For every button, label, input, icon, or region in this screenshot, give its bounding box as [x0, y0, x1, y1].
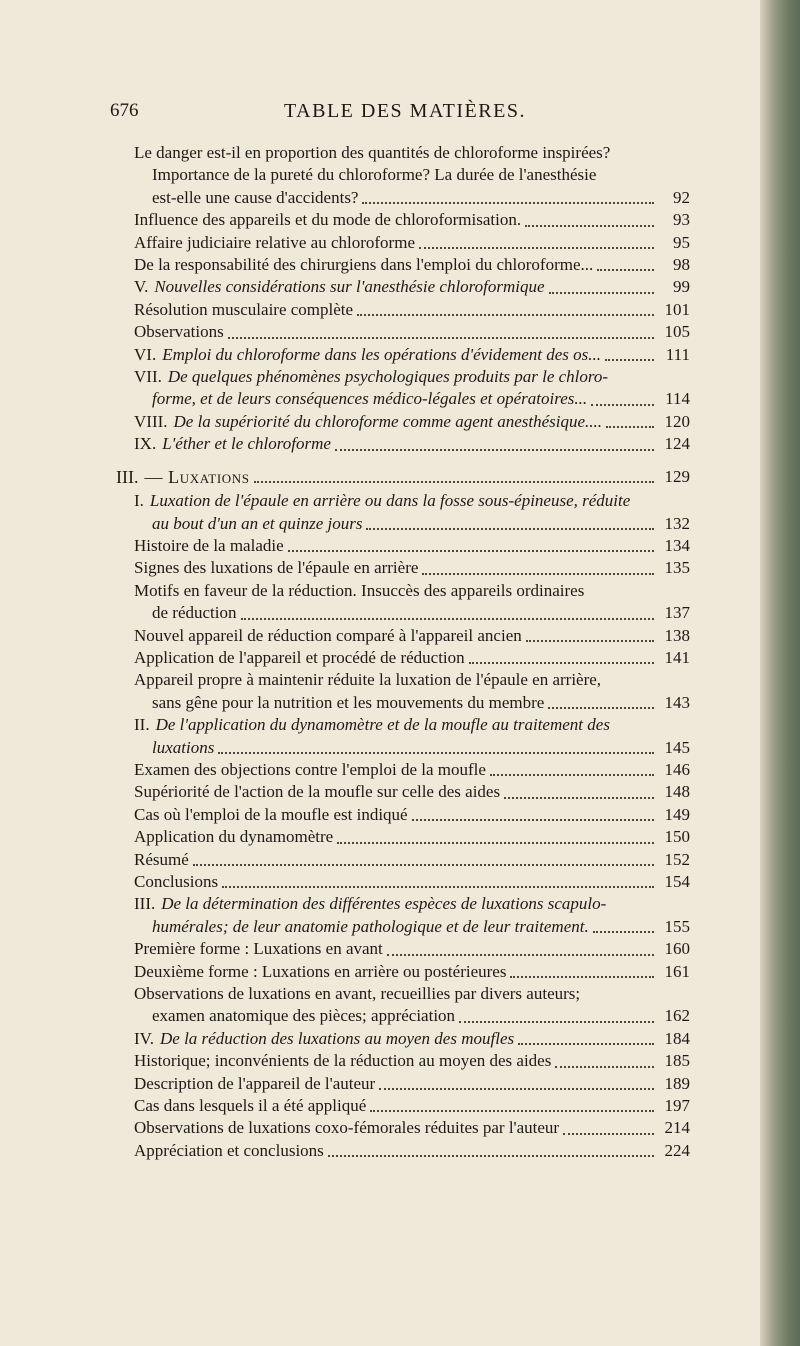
toc-entry: Histoire de la maladie 134 [134, 535, 690, 557]
toc-page: 224 [664, 1140, 690, 1160]
toc-page: 135 [664, 558, 690, 578]
toc-page: 149 [664, 804, 690, 824]
toc-entry: examen anatomique des pièces; appréciation 162 [134, 1005, 690, 1027]
toc-section: forme, et de leurs conséquences médico-légales et opératoires... 114 [134, 388, 690, 410]
toc-page: 148 [664, 782, 690, 802]
toc-page: 93 [673, 210, 690, 230]
toc-page: 154 [664, 872, 690, 891]
toc-page: 99 [673, 277, 690, 297]
toc-page: 98 [673, 255, 690, 275]
toc-page: 134 [664, 535, 690, 555]
toc-page: 214 [664, 1118, 690, 1138]
toc-page: 120 [664, 411, 690, 431]
toc-section: au bout d'un an et quinze jours 132 [134, 513, 690, 535]
book-spine-edge [760, 0, 800, 1346]
toc-line: Importance de la pureté du chloroforme? La durée de l'anesthésie [152, 165, 597, 185]
toc-entry: Signes des luxations de l'épaule en arrière 135 [134, 557, 690, 579]
toc-entry: Observations 105 [134, 321, 690, 343]
toc-entry: Application de l'appareil et procédé de réduction 141 [134, 647, 690, 669]
toc-section: VII. De quelques phénomènes psychologiques produits par le chloro- [134, 367, 609, 387]
toc-page: 185 [664, 1051, 690, 1071]
toc-page: 161 [664, 961, 690, 981]
toc-page: 124 [664, 434, 690, 454]
page-header [110, 100, 700, 130]
toc-page: 160 [664, 939, 690, 959]
toc-entry: Première forme : Luxations en avant 160 [134, 938, 690, 960]
toc-page: 101 [664, 299, 690, 319]
toc-page: 145 [664, 737, 690, 757]
toc-entry: Deuxième forme : Luxations en arrière ou postérieures 161 [134, 961, 690, 983]
toc-line: Le danger est-il en proportion des quantités de chloroforme inspirées? [134, 143, 611, 162]
running-title: TABLE DES MATIÈRES. [284, 100, 526, 122]
toc-entry: Conclusions 154 [134, 871, 690, 893]
toc-entry: De la responsabilité des chirurgiens dans l'emploi du chloroforme... 98 [134, 254, 690, 276]
toc-page: 137 [664, 603, 690, 623]
toc-section: humérales; de leur anatomie pathologique et de leur traitement. 155 [134, 916, 690, 938]
toc-section: VI. Emploi du chloroforme dans les opérations d'évidement des os... 111 [134, 344, 690, 366]
toc-section: V. Nouvelles considérations sur l'anesthésie chloroformique 99 [134, 276, 690, 298]
toc-entry: Résolution musculaire complète 101 [134, 299, 690, 321]
toc-page: 146 [664, 759, 690, 779]
toc-entry: Supériorité de l'action de la moufle sur celle des aides 148 [134, 781, 690, 803]
toc-page: 184 [664, 1028, 690, 1048]
toc-page: 105 [664, 322, 690, 342]
table-of-contents [116, 142, 690, 1162]
toc-page: 162 [664, 1006, 690, 1026]
toc-entry: Historique; inconvénients de la réduction au moyen des aides 185 [134, 1050, 690, 1072]
toc-section: VIII. De la supériorité du chloroforme comme agent anesthésique.... 120 [134, 411, 690, 433]
toc-page: 152 [664, 849, 690, 869]
toc-section: luxations 145 [134, 737, 690, 759]
toc-page: 143 [664, 692, 690, 712]
toc-entry: Application du dynamomètre 150 [134, 826, 690, 848]
toc-section: IX. L'éther et le chloroforme 124 [134, 433, 690, 455]
toc-page: 141 [664, 647, 690, 667]
toc-page: 129 [664, 466, 690, 486]
toc-section: III. De la détermination des différentes espèces de luxations scapulo- [134, 894, 607, 914]
toc-page: 197 [664, 1096, 690, 1116]
toc-entry: Nouvel appareil de réduction comparé à l'appareil ancien 138 [134, 625, 690, 647]
toc-page: 150 [664, 827, 690, 847]
toc-entry: Résumé 152 [134, 849, 690, 871]
toc-line: Motifs en faveur de la réduction. Insuccès des appareils ordinaires [134, 580, 585, 600]
toc-part-heading: III. — Luxations 129 [116, 466, 690, 487]
toc-page: 138 [664, 625, 690, 645]
toc-entry: Cas dans lesquels il a été appliqué 197 [134, 1095, 690, 1117]
toc-section: I. Luxation de l'épaule en arrière ou dans la fosse sous-épineuse, réduite [134, 491, 631, 511]
toc-entry: sans gêne pour la nutrition et les mouvements du membre 143 [134, 692, 690, 714]
toc-page: 132 [664, 513, 690, 533]
toc-entry: Affaire judiciaire relative au chloroforme 95 [134, 232, 690, 254]
toc-page: 92 [673, 187, 690, 207]
toc-entry: Influence des appareils et du mode de chloroformisation. 93 [134, 209, 690, 231]
toc-page: 111 [665, 344, 690, 364]
toc-entry: Appréciation et conclusions 224 [134, 1140, 690, 1162]
toc-entry: de réduction 137 [134, 602, 690, 624]
toc-entry: Examen des objections contre l'emploi de la moufle 146 [134, 759, 690, 781]
toc-page: 114 [665, 389, 690, 409]
toc-entry: est-elle une cause d'accidents? 92 [134, 187, 690, 209]
toc-page: 189 [664, 1073, 690, 1093]
toc-section: IV. De la réduction des luxations au moyen des moufles 184 [134, 1028, 690, 1050]
page-number: 676 [110, 100, 139, 121]
toc-entry: Description de l'appareil de l'auteur 189 [134, 1073, 690, 1095]
toc-entry: Observations de luxations coxo-fémorales réduites par l'auteur 214 [134, 1117, 690, 1139]
toc-section: II. De l'application du dynamomètre et de la moufle au traitement des [134, 715, 610, 735]
toc-entry: Cas où l'emploi de la moufle est indiqué 149 [134, 804, 690, 826]
toc-page: 95 [673, 232, 690, 252]
toc-line: Appareil propre à maintenir réduite la luxation de l'épaule en arrière, [134, 670, 602, 690]
toc-page: 155 [664, 916, 690, 936]
toc-line: Observations de luxations en avant, recueillies par divers auteurs; [134, 984, 581, 1004]
